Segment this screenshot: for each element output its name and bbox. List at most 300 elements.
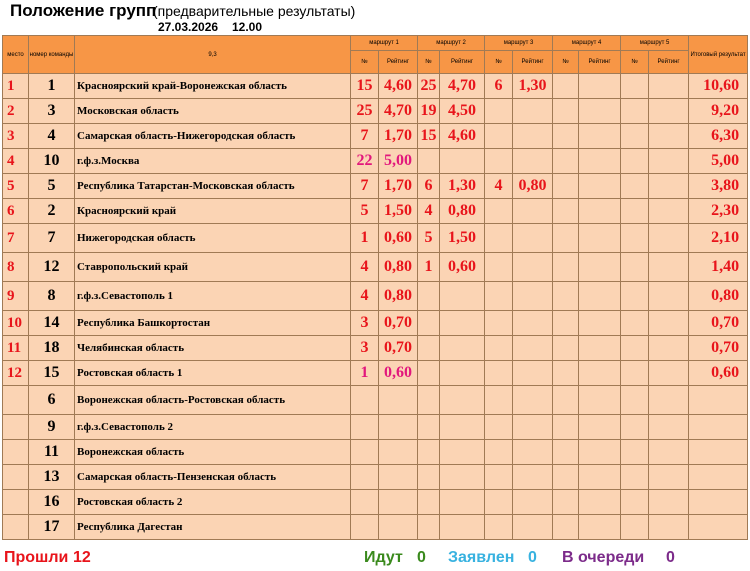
route-3-rating-cell: 1,30 xyxy=(513,74,553,99)
route-3-number-cell xyxy=(485,515,513,540)
route-2-number-cell xyxy=(418,490,440,515)
route-2-rating-cell xyxy=(440,440,485,465)
team-number-cell: 15 xyxy=(29,361,75,386)
team-name-cell: Ростовская область 1 xyxy=(75,361,351,386)
route-1-number-cell: 1 xyxy=(351,224,379,253)
route-2-rating-cell xyxy=(440,490,485,515)
route-5-number-cell xyxy=(621,124,649,149)
total-cell xyxy=(689,415,748,440)
route-5-number-cell xyxy=(621,199,649,224)
route-4-rating-cell xyxy=(579,199,621,224)
header-route-5: маршрут 5 xyxy=(621,36,689,51)
place-cell: 1 xyxy=(3,74,29,99)
team-name-cell: Воронежская область-Ростовская область xyxy=(75,386,351,415)
team-number-cell: 17 xyxy=(29,515,75,540)
table-row xyxy=(3,336,748,361)
header-rating: Рейтинг xyxy=(579,51,621,74)
route-1-number-cell: 1 xyxy=(351,361,379,386)
route-5-rating-cell xyxy=(649,465,689,490)
table-row xyxy=(3,415,748,440)
route-5-number-cell xyxy=(621,440,649,465)
route-4-rating-cell xyxy=(579,465,621,490)
queue-count: 0 xyxy=(666,549,675,566)
route-3-rating-cell xyxy=(513,336,553,361)
route-5-number-cell xyxy=(621,386,649,415)
route-2-number-cell: 5 xyxy=(418,224,440,253)
team-name-cell: Красноярский край xyxy=(75,199,351,224)
route-3-number-cell xyxy=(485,361,513,386)
route-3-rating-cell xyxy=(513,515,553,540)
place-cell xyxy=(3,490,29,515)
table-row xyxy=(3,515,748,540)
total-cell xyxy=(689,515,748,540)
going-count: 0 xyxy=(417,549,426,566)
team-name-cell: Воронежская область xyxy=(75,440,351,465)
route-1-rating-cell: 0,70 xyxy=(379,311,418,336)
route-3-rating-cell xyxy=(513,311,553,336)
place-cell: 5 xyxy=(3,174,29,199)
place-cell: 9 xyxy=(3,282,29,311)
route-4-number-cell xyxy=(553,361,579,386)
route-1-rating-cell xyxy=(379,490,418,515)
route-1-rating-cell xyxy=(379,465,418,490)
route-4-rating-cell xyxy=(579,149,621,174)
route-4-rating-cell xyxy=(579,515,621,540)
route-4-rating-cell xyxy=(579,336,621,361)
route-2-number-cell xyxy=(418,311,440,336)
route-2-number-cell xyxy=(418,282,440,311)
table-row xyxy=(3,224,748,253)
route-1-rating-cell: 0,60 xyxy=(379,361,418,386)
team-name-cell: Республика Татарстан-Московская область xyxy=(75,174,351,199)
header-route-1: маршрут 1 xyxy=(351,36,418,51)
route-1-number-cell: 7 xyxy=(351,124,379,149)
header-rating: Рейтинг xyxy=(649,51,689,74)
total-cell: 5,00 xyxy=(689,149,748,174)
table-row xyxy=(3,361,748,386)
route-2-number-cell: 15 xyxy=(418,124,440,149)
total-cell: 0,70 xyxy=(689,311,748,336)
route-4-rating-cell xyxy=(579,361,621,386)
route-4-rating-cell xyxy=(579,124,621,149)
route-5-rating-cell xyxy=(649,336,689,361)
team-name-cell: Республика Башкортостан xyxy=(75,311,351,336)
place-cell xyxy=(3,515,29,540)
route-4-number-cell xyxy=(553,149,579,174)
header-rating: Рейтинг xyxy=(379,51,418,74)
route-5-rating-cell xyxy=(649,149,689,174)
route-4-rating-cell xyxy=(579,386,621,415)
team-number-cell: 9 xyxy=(29,415,75,440)
route-4-rating-cell xyxy=(579,415,621,440)
route-3-rating-cell xyxy=(513,124,553,149)
place-cell: 3 xyxy=(3,124,29,149)
total-cell: 9,20 xyxy=(689,99,748,124)
route-2-number-cell xyxy=(418,465,440,490)
route-5-number-cell xyxy=(621,490,649,515)
team-number-cell: 14 xyxy=(29,311,75,336)
header-number: № xyxy=(621,51,649,74)
route-3-rating-cell xyxy=(513,149,553,174)
route-3-number-cell xyxy=(485,490,513,515)
place-cell: 12 xyxy=(3,361,29,386)
route-2-rating-cell: 1,50 xyxy=(440,224,485,253)
team-number-cell: 2 xyxy=(29,199,75,224)
route-2-number-cell xyxy=(418,440,440,465)
queue-label: В очереди xyxy=(562,549,645,566)
route-1-rating-cell xyxy=(379,440,418,465)
header-team-number: номер команды xyxy=(29,36,75,74)
route-4-number-cell xyxy=(553,490,579,515)
route-5-rating-cell xyxy=(649,311,689,336)
total-cell: 0,60 xyxy=(689,361,748,386)
route-5-rating-cell xyxy=(649,253,689,282)
route-2-rating-cell xyxy=(440,515,485,540)
route-5-number-cell xyxy=(621,361,649,386)
route-2-number-cell xyxy=(418,336,440,361)
team-name-cell: Ростовская область 2 xyxy=(75,490,351,515)
route-1-number-cell: 15 xyxy=(351,74,379,99)
team-number-cell: 10 xyxy=(29,149,75,174)
team-name-cell: Московская область xyxy=(75,99,351,124)
route-5-number-cell xyxy=(621,311,649,336)
route-3-number-cell xyxy=(485,336,513,361)
route-2-rating-cell: 0,60 xyxy=(440,253,485,282)
route-1-number-cell xyxy=(351,490,379,515)
route-1-rating-cell: 0,60 xyxy=(379,224,418,253)
route-3-rating-cell: 0,80 xyxy=(513,174,553,199)
place-cell: 11 xyxy=(3,336,29,361)
team-name-cell: Самарская область-Нижегородская область xyxy=(75,124,351,149)
page-title: Положение групп xyxy=(10,1,157,20)
route-1-rating-cell: 5,00 xyxy=(379,149,418,174)
team-number-cell: 12 xyxy=(29,253,75,282)
route-4-number-cell xyxy=(553,440,579,465)
route-5-rating-cell xyxy=(649,224,689,253)
route-2-number-cell xyxy=(418,361,440,386)
team-name-cell: Самарская область-Пензенская область xyxy=(75,465,351,490)
route-2-number-cell xyxy=(418,149,440,174)
route-5-number-cell xyxy=(621,336,649,361)
route-5-rating-cell xyxy=(649,361,689,386)
route-4-number-cell xyxy=(553,465,579,490)
team-number-cell: 8 xyxy=(29,282,75,311)
route-4-rating-cell xyxy=(579,224,621,253)
route-2-rating-cell xyxy=(440,386,485,415)
team-number-cell: 5 xyxy=(29,174,75,199)
route-5-number-cell xyxy=(621,253,649,282)
header-route-4: маршрут 4 xyxy=(553,36,621,51)
route-5-rating-cell xyxy=(649,440,689,465)
route-5-number-cell xyxy=(621,174,649,199)
total-cell xyxy=(689,440,748,465)
header-number: № xyxy=(418,51,440,74)
route-3-number-cell xyxy=(485,99,513,124)
route-4-number-cell xyxy=(553,99,579,124)
applied-count: 0 xyxy=(528,549,537,566)
route-3-number-cell xyxy=(485,282,513,311)
route-4-rating-cell xyxy=(579,74,621,99)
route-4-number-cell xyxy=(553,199,579,224)
route-3-number-cell xyxy=(485,465,513,490)
header-place: место xyxy=(3,36,29,74)
team-number-cell: 11 xyxy=(29,440,75,465)
report-time: 12.00 xyxy=(232,20,263,34)
team-name-cell: Челябинская область xyxy=(75,336,351,361)
header-category: 9,3 xyxy=(75,36,351,74)
route-3-rating-cell xyxy=(513,224,553,253)
route-2-number-cell: 6 xyxy=(418,174,440,199)
route-5-number-cell xyxy=(621,415,649,440)
route-4-number-cell xyxy=(553,224,579,253)
route-1-number-cell: 3 xyxy=(351,311,379,336)
route-3-rating-cell xyxy=(513,386,553,415)
route-1-rating-cell: 1,50 xyxy=(379,199,418,224)
route-2-rating-cell xyxy=(440,361,485,386)
table-row xyxy=(3,311,748,336)
route-4-number-cell xyxy=(553,174,579,199)
route-1-rating-cell: 4,60 xyxy=(379,74,418,99)
route-1-number-cell: 25 xyxy=(351,99,379,124)
route-4-rating-cell xyxy=(579,99,621,124)
route-3-number-cell xyxy=(485,199,513,224)
header-rating: Рейтинг xyxy=(513,51,553,74)
team-name-cell: Нижегородская область xyxy=(75,224,351,253)
route-2-rating-cell: 1,30 xyxy=(440,174,485,199)
route-4-rating-cell xyxy=(579,440,621,465)
table-row xyxy=(3,74,748,99)
route-2-number-cell xyxy=(418,515,440,540)
total-cell: 0,80 xyxy=(689,282,748,311)
route-3-rating-cell xyxy=(513,199,553,224)
header-rating: Рейтинг xyxy=(440,51,485,74)
route-3-rating-cell xyxy=(513,465,553,490)
team-number-cell: 4 xyxy=(29,124,75,149)
route-2-number-cell: 4 xyxy=(418,199,440,224)
route-4-rating-cell xyxy=(579,311,621,336)
table-row xyxy=(3,124,748,149)
team-name-cell: г.ф.з.Севастополь 1 xyxy=(75,282,351,311)
total-cell xyxy=(689,386,748,415)
total-cell: 0,70 xyxy=(689,336,748,361)
table-row xyxy=(3,490,748,515)
route-2-number-cell: 19 xyxy=(418,99,440,124)
total-cell: 1,40 xyxy=(689,253,748,282)
report-date: 27.03.2026 xyxy=(158,20,219,34)
route-1-number-cell: 22 xyxy=(351,149,379,174)
route-3-number-cell: 6 xyxy=(485,74,513,99)
route-5-rating-cell xyxy=(649,199,689,224)
route-4-number-cell xyxy=(553,282,579,311)
passed-count: 12 xyxy=(73,549,91,566)
route-1-rating-cell: 0,80 xyxy=(379,253,418,282)
team-name-cell: г.ф.з.Севастополь 2 xyxy=(75,415,351,440)
route-4-rating-cell xyxy=(579,490,621,515)
route-2-rating-cell xyxy=(440,465,485,490)
place-cell: 4 xyxy=(3,149,29,174)
route-3-number-cell xyxy=(485,224,513,253)
route-4-number-cell xyxy=(553,336,579,361)
route-2-number-cell xyxy=(418,386,440,415)
place-cell: 8 xyxy=(3,253,29,282)
table-row xyxy=(3,99,748,124)
route-5-rating-cell xyxy=(649,282,689,311)
route-3-number-cell: 4 xyxy=(485,174,513,199)
route-3-rating-cell xyxy=(513,361,553,386)
route-3-rating-cell xyxy=(513,282,553,311)
going-label: Идут xyxy=(364,549,403,566)
place-cell xyxy=(3,440,29,465)
place-cell: 6 xyxy=(3,199,29,224)
place-cell xyxy=(3,465,29,490)
route-2-rating-cell: 0,80 xyxy=(440,199,485,224)
route-4-rating-cell xyxy=(579,253,621,282)
route-5-rating-cell xyxy=(649,415,689,440)
table-row xyxy=(3,149,748,174)
table-row xyxy=(3,199,748,224)
route-5-number-cell xyxy=(621,515,649,540)
route-5-rating-cell xyxy=(649,124,689,149)
route-4-number-cell xyxy=(553,515,579,540)
table-row xyxy=(3,253,748,282)
route-5-rating-cell xyxy=(649,174,689,199)
route-5-number-cell xyxy=(621,99,649,124)
table-row xyxy=(3,386,748,415)
route-5-rating-cell xyxy=(649,490,689,515)
route-1-number-cell xyxy=(351,386,379,415)
route-1-rating-cell xyxy=(379,386,418,415)
route-5-number-cell xyxy=(621,282,649,311)
route-1-number-cell: 4 xyxy=(351,253,379,282)
table-row xyxy=(3,465,748,490)
route-4-number-cell xyxy=(553,311,579,336)
total-cell xyxy=(689,490,748,515)
route-2-number-cell: 25 xyxy=(418,74,440,99)
route-2-number-cell: 1 xyxy=(418,253,440,282)
route-2-rating-cell xyxy=(440,415,485,440)
total-cell: 2,30 xyxy=(689,199,748,224)
route-1-rating-cell xyxy=(379,415,418,440)
route-3-number-cell xyxy=(485,311,513,336)
route-4-number-cell xyxy=(553,386,579,415)
route-1-number-cell: 7 xyxy=(351,174,379,199)
team-number-cell: 3 xyxy=(29,99,75,124)
table-row xyxy=(3,174,748,199)
team-number-cell: 7 xyxy=(29,224,75,253)
route-3-rating-cell xyxy=(513,440,553,465)
route-1-number-cell xyxy=(351,515,379,540)
header-number: № xyxy=(553,51,579,74)
total-cell: 10,60 xyxy=(689,74,748,99)
route-1-number-cell: 5 xyxy=(351,199,379,224)
total-cell xyxy=(689,465,748,490)
route-2-rating-cell xyxy=(440,149,485,174)
place-cell: 10 xyxy=(3,311,29,336)
team-name-cell: г.ф.з.Москва xyxy=(75,149,351,174)
passed-label: Прошли xyxy=(4,549,69,566)
team-name-cell: Ставропольский край xyxy=(75,253,351,282)
route-1-rating-cell: 1,70 xyxy=(379,124,418,149)
route-3-rating-cell xyxy=(513,415,553,440)
route-5-rating-cell xyxy=(649,99,689,124)
team-number-cell: 6 xyxy=(29,386,75,415)
route-1-number-cell: 4 xyxy=(351,282,379,311)
total-cell: 3,80 xyxy=(689,174,748,199)
table-row xyxy=(3,282,748,311)
route-4-number-cell xyxy=(553,74,579,99)
route-5-rating-cell xyxy=(649,74,689,99)
applied-label: Заявлен xyxy=(448,549,515,566)
team-number-cell: 1 xyxy=(29,74,75,99)
header-total: Итоговый результат xyxy=(689,36,748,74)
route-3-number-cell xyxy=(485,386,513,415)
route-1-rating-cell xyxy=(379,515,418,540)
route-1-number-cell xyxy=(351,465,379,490)
route-5-rating-cell xyxy=(649,386,689,415)
table-row xyxy=(3,440,748,465)
route-1-number-cell xyxy=(351,440,379,465)
total-cell: 2,10 xyxy=(689,224,748,253)
place-cell xyxy=(3,415,29,440)
place-cell: 2 xyxy=(3,99,29,124)
route-3-rating-cell xyxy=(513,253,553,282)
results-table xyxy=(2,35,748,540)
team-name-cell: Республика Дагестан xyxy=(75,515,351,540)
route-5-number-cell xyxy=(621,224,649,253)
route-5-rating-cell xyxy=(649,515,689,540)
team-number-cell: 13 xyxy=(29,465,75,490)
route-1-number-cell xyxy=(351,415,379,440)
route-2-rating-cell: 4,70 xyxy=(440,74,485,99)
route-2-rating-cell xyxy=(440,282,485,311)
header-number: № xyxy=(351,51,379,74)
route-2-rating-cell xyxy=(440,311,485,336)
route-2-rating-cell xyxy=(440,336,485,361)
header-number: № xyxy=(485,51,513,74)
route-3-number-cell xyxy=(485,415,513,440)
place-cell xyxy=(3,386,29,415)
route-3-number-cell xyxy=(485,149,513,174)
route-5-number-cell xyxy=(621,74,649,99)
page-subtitle: (предварительные результаты) xyxy=(153,3,356,19)
route-2-rating-cell: 4,50 xyxy=(440,99,485,124)
route-1-rating-cell: 1,70 xyxy=(379,174,418,199)
route-3-rating-cell xyxy=(513,490,553,515)
route-2-number-cell xyxy=(418,415,440,440)
team-name-cell: Красноярский край-Воронежская область xyxy=(75,74,351,99)
total-cell: 6,30 xyxy=(689,124,748,149)
route-4-rating-cell xyxy=(579,174,621,199)
route-4-number-cell xyxy=(553,124,579,149)
route-1-number-cell: 3 xyxy=(351,336,379,361)
route-2-rating-cell: 4,60 xyxy=(440,124,485,149)
place-cell: 7 xyxy=(3,224,29,253)
route-4-number-cell xyxy=(553,415,579,440)
team-number-cell: 16 xyxy=(29,490,75,515)
route-1-rating-cell: 4,70 xyxy=(379,99,418,124)
header-route-3: маршрут 3 xyxy=(485,36,553,51)
route-4-number-cell xyxy=(553,253,579,282)
route-4-rating-cell xyxy=(579,282,621,311)
team-number-cell: 18 xyxy=(29,336,75,361)
header-route-2: маршрут 2 xyxy=(418,36,485,51)
route-3-number-cell xyxy=(485,253,513,282)
route-3-number-cell xyxy=(485,124,513,149)
route-3-rating-cell xyxy=(513,99,553,124)
route-1-rating-cell: 0,80 xyxy=(379,282,418,311)
route-5-number-cell xyxy=(621,465,649,490)
route-5-number-cell xyxy=(621,149,649,174)
